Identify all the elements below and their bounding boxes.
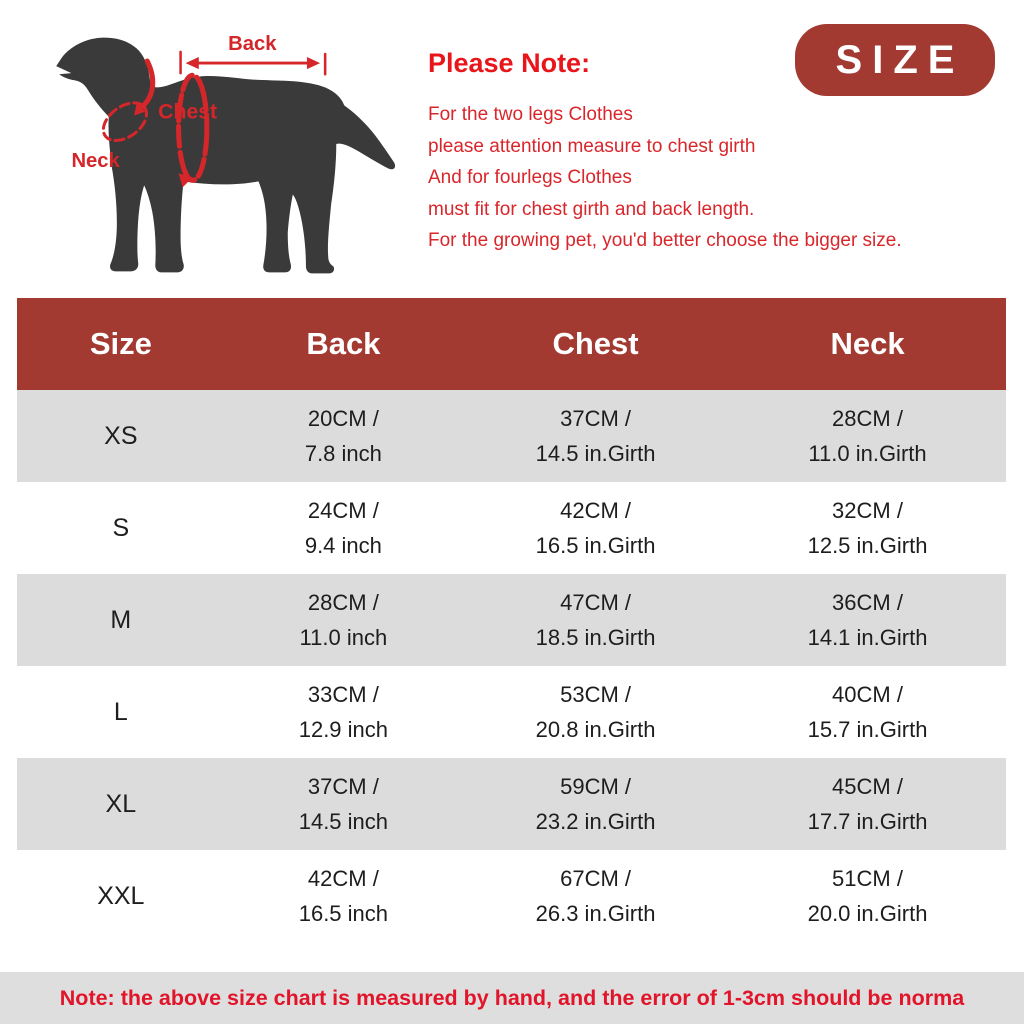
- size-table: [17, 298, 1006, 942]
- column-header-back: Back: [306, 326, 381, 361]
- size-cell: S: [112, 513, 130, 542]
- size-cell: XL: [105, 789, 137, 818]
- table-row: [17, 574, 1006, 666]
- table-header-row: [17, 298, 1006, 390]
- note-line: And for fourlegs Clothes: [428, 167, 632, 188]
- chest-cell: 42CM / 16.5 in.Girth: [535, 498, 656, 558]
- neck-cell: 45CM / 17.7 in.Girth: [807, 774, 928, 834]
- back-arrowhead-left: [186, 57, 199, 69]
- size-badge: SIZE: [795, 24, 995, 96]
- size-cell: XS: [104, 421, 138, 450]
- neck-cell: 32CM / 12.5 in.Girth: [807, 498, 928, 558]
- back-cell: 20CM / 7.8 inch: [304, 406, 382, 466]
- back-cell: 42CM / 16.5 inch: [298, 866, 389, 926]
- back-cell: 37CM / 14.5 inch: [298, 774, 389, 834]
- notes-title: Please Note:: [428, 48, 591, 78]
- note-line: For the growing pet, you'd better choose the bigger size.: [428, 230, 902, 251]
- footer-note-bar: [0, 972, 1024, 1024]
- neck-cell: 40CM / 15.7 in.Girth: [807, 682, 928, 742]
- chest-cell: 47CM / 18.5 in.Girth: [535, 590, 656, 650]
- footer-note-text: Note: the above size chart is measured by hand, and the error of 1-3cm should be norma: [59, 985, 965, 1010]
- back-cell: 24CM / 9.4 inch: [304, 498, 382, 558]
- dog-measurement-diagram: [38, 16, 402, 280]
- table-row: [17, 482, 1006, 574]
- note-line: must fit for chest girth and back length.: [428, 198, 755, 220]
- chest-cell: 53CM / 20.8 in.Girth: [535, 682, 656, 742]
- chest-cell: 37CM / 14.5 in.Girth: [535, 406, 656, 466]
- chest-cell: 59CM / 23.2 in.Girth: [535, 774, 656, 834]
- table-row: [17, 850, 1006, 942]
- neck-cell: 51CM / 20.0 in.Girth: [807, 866, 928, 926]
- table-row: [17, 666, 1006, 758]
- size-cell: M: [110, 605, 132, 634]
- neck-cell: 28CM / 11.0 in.Girth: [808, 406, 927, 466]
- column-header-chest: Chest: [552, 326, 639, 361]
- column-header-neck: Neck: [830, 326, 905, 361]
- neck-measure-label: Neck: [71, 150, 120, 173]
- column-header-size: Size: [89, 326, 152, 361]
- table-row: [17, 758, 1006, 850]
- note-line: For the two legs Clothes: [428, 104, 633, 125]
- back-arrowhead-right: [307, 57, 320, 69]
- back-cell: 28CM / 11.0 inch: [299, 590, 388, 650]
- table-row: [17, 390, 1006, 482]
- size-cell: L: [113, 697, 128, 726]
- note-line: please attention measure to chest girth: [428, 135, 756, 157]
- neck-cell: 36CM / 14.1 in.Girth: [807, 590, 928, 650]
- chest-cell: 67CM / 26.3 in.Girth: [535, 866, 656, 926]
- chest-measure-label: Chest: [158, 100, 218, 124]
- back-measure-label: Back: [228, 32, 277, 55]
- size-cell: XXL: [97, 881, 145, 910]
- back-cell: 33CM / 12.9 inch: [298, 682, 389, 742]
